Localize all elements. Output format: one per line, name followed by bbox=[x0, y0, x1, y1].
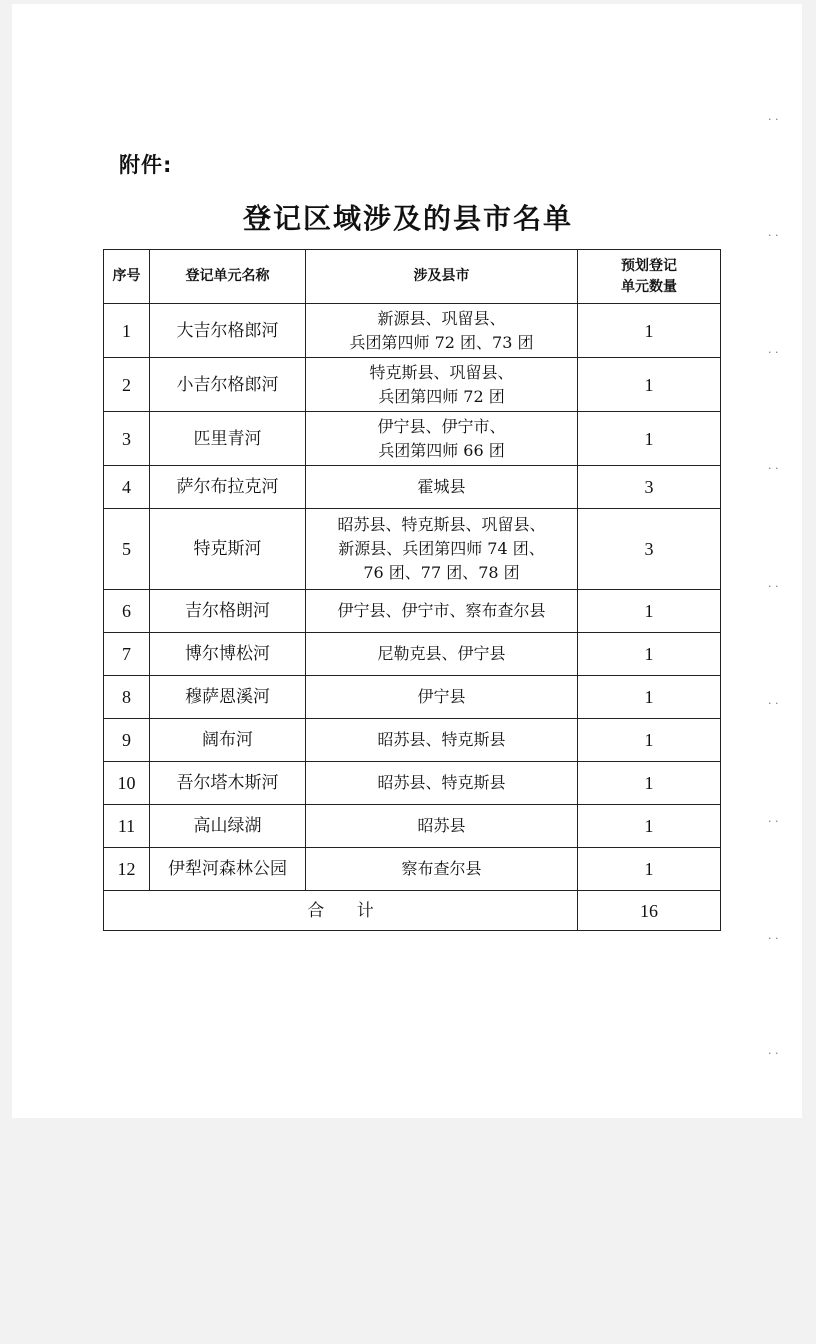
row-counties-line: 昭苏县、特克斯县 bbox=[377, 730, 506, 749]
row-counties-line: 76 团、77 团、78 团 bbox=[363, 563, 520, 582]
scan-mark: · · bbox=[768, 346, 779, 359]
header-unit-count-line2: 单元数量 bbox=[621, 278, 677, 295]
header-unit-count-line1: 预划登记 bbox=[621, 257, 677, 274]
total-row bbox=[104, 891, 721, 931]
row-no: 1 bbox=[104, 304, 150, 358]
row-counties bbox=[306, 304, 578, 358]
row-counties-line: 兵团第四师 72 团 bbox=[378, 386, 505, 406]
row-counties-line: 特克斯县、巩留县、 bbox=[369, 362, 514, 382]
row-no: 10 bbox=[104, 762, 150, 805]
table-row bbox=[104, 676, 721, 719]
row-counties-line: 伊宁县 bbox=[417, 687, 466, 706]
row-no: 3 bbox=[104, 412, 150, 466]
header-unit-name: 登记单元名称 bbox=[150, 250, 306, 304]
row-unit-name: 吉尔格朗河 bbox=[150, 590, 306, 633]
scan-mark: · · bbox=[768, 580, 779, 593]
row-unit-name: 博尔博松河 bbox=[150, 633, 306, 676]
row-unit-name: 小吉尔格郎河 bbox=[150, 358, 306, 412]
row-unit-count: 1 bbox=[578, 805, 721, 848]
row-unit-count: 1 bbox=[578, 848, 721, 891]
row-counties bbox=[306, 633, 578, 676]
row-unit-name: 萨尔布拉克河 bbox=[150, 466, 306, 509]
header-no: 序号 bbox=[104, 250, 150, 304]
row-counties-line: 新源县、巩留县、 bbox=[377, 308, 506, 328]
scan-mark: · · bbox=[768, 462, 779, 475]
table-row bbox=[104, 848, 721, 891]
row-no: 5 bbox=[104, 509, 150, 590]
row-no: 11 bbox=[104, 805, 150, 848]
row-counties bbox=[306, 358, 578, 412]
row-no: 8 bbox=[104, 676, 150, 719]
row-counties bbox=[306, 466, 578, 509]
table-row bbox=[104, 466, 721, 509]
row-unit-count: 1 bbox=[578, 412, 721, 466]
scan-mark: · · bbox=[768, 1047, 779, 1060]
table-row bbox=[104, 762, 721, 805]
row-counties bbox=[306, 676, 578, 719]
scan-mark: · · bbox=[768, 932, 779, 945]
table-header-row bbox=[104, 250, 721, 304]
row-unit-count: 3 bbox=[578, 509, 721, 590]
row-counties bbox=[306, 762, 578, 805]
total-value: 16 bbox=[578, 891, 721, 931]
row-unit-count: 1 bbox=[578, 358, 721, 412]
row-counties bbox=[306, 412, 578, 466]
table-row bbox=[104, 304, 721, 358]
table-row bbox=[104, 719, 721, 762]
row-unit-count: 1 bbox=[578, 676, 721, 719]
row-unit-name: 伊犁河森林公园 bbox=[150, 848, 306, 891]
row-unit-count: 1 bbox=[578, 762, 721, 805]
row-counties-line: 察布查尔县 bbox=[401, 859, 482, 878]
row-counties-line: 昭苏县 bbox=[417, 816, 466, 835]
row-counties bbox=[306, 848, 578, 891]
row-unit-count: 1 bbox=[578, 304, 721, 358]
row-no: 6 bbox=[104, 590, 150, 633]
row-counties-line: 霍城县 bbox=[417, 477, 466, 496]
row-counties-line: 兵团第四师 66 团 bbox=[378, 440, 505, 460]
row-unit-count: 1 bbox=[578, 719, 721, 762]
row-counties bbox=[306, 509, 578, 590]
scan-mark: · · bbox=[768, 697, 779, 710]
attachment-label: 附件: bbox=[119, 153, 173, 177]
row-counties-line: 伊宁县、伊宁市、 bbox=[377, 416, 506, 436]
row-counties-line: 尼勒克县、伊宁县 bbox=[377, 644, 506, 663]
row-unit-name: 吾尔塔木斯河 bbox=[150, 762, 306, 805]
row-unit-name: 大吉尔格郎河 bbox=[150, 304, 306, 358]
row-unit-name: 高山绿湖 bbox=[150, 805, 306, 848]
row-unit-name: 穆萨恩溪河 bbox=[150, 676, 306, 719]
row-no: 7 bbox=[104, 633, 150, 676]
table-row bbox=[104, 358, 721, 412]
row-unit-name: 匹里青河 bbox=[150, 412, 306, 466]
row-counties-line: 兵团第四师 72 团、73 团 bbox=[349, 332, 534, 352]
table-row bbox=[104, 805, 721, 848]
header-counties: 涉及县市 bbox=[306, 250, 578, 304]
table-row bbox=[104, 412, 721, 466]
row-counties-line: 新源县、兵团第四师 74 团、 bbox=[338, 539, 545, 558]
row-unit-name: 阔布河 bbox=[150, 719, 306, 762]
row-no: 9 bbox=[104, 719, 150, 762]
table-row bbox=[104, 590, 721, 633]
scan-mark: · · bbox=[768, 113, 779, 126]
row-unit-count: 1 bbox=[578, 633, 721, 676]
document-title: 登记区域涉及的县市名单 bbox=[242, 202, 573, 235]
row-counties-line: 伊宁县、伊宁市、察布查尔县 bbox=[337, 601, 546, 620]
table-row bbox=[104, 633, 721, 676]
row-counties bbox=[306, 590, 578, 633]
row-counties bbox=[306, 719, 578, 762]
table-row bbox=[104, 509, 721, 590]
total-label: 合 计 bbox=[104, 891, 578, 931]
header-unit-count bbox=[578, 250, 721, 304]
row-no: 12 bbox=[104, 848, 150, 891]
row-counties bbox=[306, 805, 578, 848]
county-list-table bbox=[103, 249, 721, 931]
scan-mark: · · bbox=[768, 815, 779, 828]
row-no: 4 bbox=[104, 466, 150, 509]
row-counties-line: 昭苏县、特克斯县 bbox=[377, 773, 506, 792]
row-unit-count: 1 bbox=[578, 590, 721, 633]
row-no: 2 bbox=[104, 358, 150, 412]
row-counties-line: 昭苏县、特克斯县、巩留县、 bbox=[337, 515, 546, 534]
row-unit-name: 特克斯河 bbox=[150, 509, 306, 590]
scan-mark: · · bbox=[768, 229, 779, 242]
row-unit-count: 3 bbox=[578, 466, 721, 509]
